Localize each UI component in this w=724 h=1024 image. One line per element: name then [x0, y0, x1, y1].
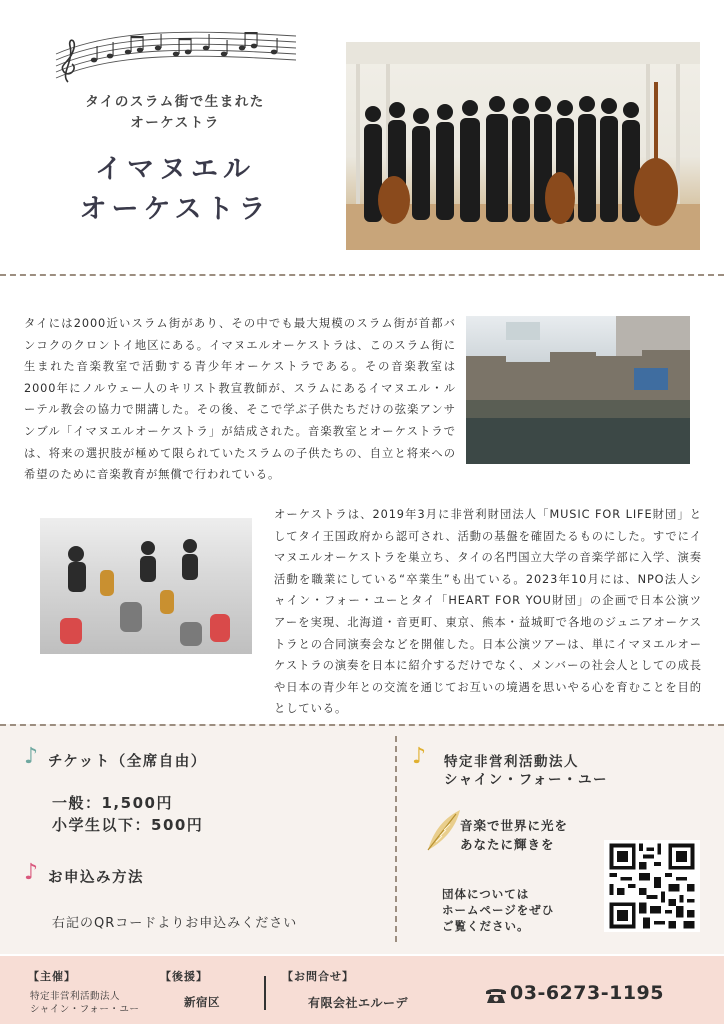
classroom-photo	[40, 518, 252, 654]
org-type: 特定非営利活動法人	[444, 754, 579, 770]
music-note-icon: ♪	[24, 744, 39, 769]
footer-divider	[264, 976, 266, 1010]
host-name	[30, 990, 139, 1016]
org-name: シャイン・フォー・ユー	[444, 772, 609, 788]
intro-paragraph: タイには2000近いスラム街があり、その中でも最大規模のスラム街が首都バンコクのクロントイ地区にある。イマヌエルオーケストラは、このスラム街に生まれた音楽教室で活動する青少年オーケストラである。その音楽教室は2000年にノルウェー人のキリスト教宣教師が、スラムにあるイマヌエル・ルーテル教会の協力で開講した。その後、そこで学ぶ子供たちだけの弦楽アンサンブル「イマヌエルオーケストラ」が結成された。音楽教室とオーケストラでは、将来の選択肢が極めて限られていたスラムの子供たちの、自立と将来への希望のために音楽教育が無償で行われている。	[24, 317, 456, 482]
section-divider	[0, 274, 724, 276]
homepage-note-line-3: ご覧ください。	[442, 919, 530, 933]
phone-number[interactable]: 03-6273-1195	[510, 982, 664, 1004]
tagline-line-1: 音楽で世界に光を	[460, 818, 569, 833]
ticket-heading: チケット（全席自由）	[48, 754, 207, 770]
qr-code[interactable]	[604, 840, 700, 932]
support-label: 【後援】	[160, 970, 208, 983]
homepage-note-line-1: 団体については	[442, 887, 530, 901]
price-child: 小学生以下：500円	[52, 816, 204, 834]
title-line-2: オーケストラ	[79, 194, 271, 225]
info-panel-divider	[395, 736, 397, 942]
subtitle-line-1: タイのスラム街で生まれた	[85, 94, 265, 110]
music-staff-icon	[46, 24, 302, 84]
tagline	[460, 816, 596, 854]
price-general: 一般：1,500円	[52, 794, 173, 812]
history-paragraph: オーケストラは、2019年3月に非営利財団法人「MUSIC FOR LIFE財団」としてタイ王国政府から認可され、活動の基盤を確固たるものにした。すでにイマヌエルオーケストラを巣立ち、タイの名門国立大学の音楽学部に入学、演奏活動を職業にしている“卒業生”も出ている。2023年10月には、NPO法人シャイン・フォー・ユーとタイ「HEART FOR YOU財団」の企画で日本公演ツアーを実現、北海道・音更町、東京、熊本・益城町で各地のジュニアオーケストラとの合同演奏会などを開催した。日本公演ツアーは、単にイマヌエルオーケストラの演奏を日本に紹介するだけでなく、メンバーの社会人としての成長や日本の青少年との交流を通じてお互いの境遇を思いやる心を育むことを目的としている。	[274, 508, 702, 716]
host-name-line-1: 特定非営利活動法人	[30, 991, 121, 1002]
orchestra-photo	[346, 42, 700, 250]
inquiry-label: 【お問合せ】	[282, 970, 354, 983]
subtitle-line-2: オーケストラ	[130, 115, 220, 131]
tagline-line-2: あなたに輝きを	[460, 837, 555, 852]
support-name: 新宿区	[184, 995, 220, 1009]
inquiry-name: 有限会社エルーデ	[308, 996, 409, 1010]
music-note-icon: ♪	[412, 744, 427, 769]
host-name-line-2: シャイン・フォー・ユー	[30, 1004, 140, 1015]
host-label: 【主催】	[28, 970, 76, 983]
apply-instructions: 右記のQRコードよりお申込みください	[52, 916, 298, 931]
homepage-note-line-2: ホームページをぜひ	[442, 903, 555, 917]
music-note-icon: ♪	[24, 860, 39, 885]
slum-photo	[466, 316, 690, 464]
apply-heading: お申込み方法	[48, 870, 144, 886]
phone-icon	[484, 986, 508, 1004]
subtitle	[40, 92, 310, 134]
page-title	[40, 150, 310, 230]
title-line-1: イマヌエル	[95, 154, 255, 185]
homepage-note	[442, 886, 592, 934]
